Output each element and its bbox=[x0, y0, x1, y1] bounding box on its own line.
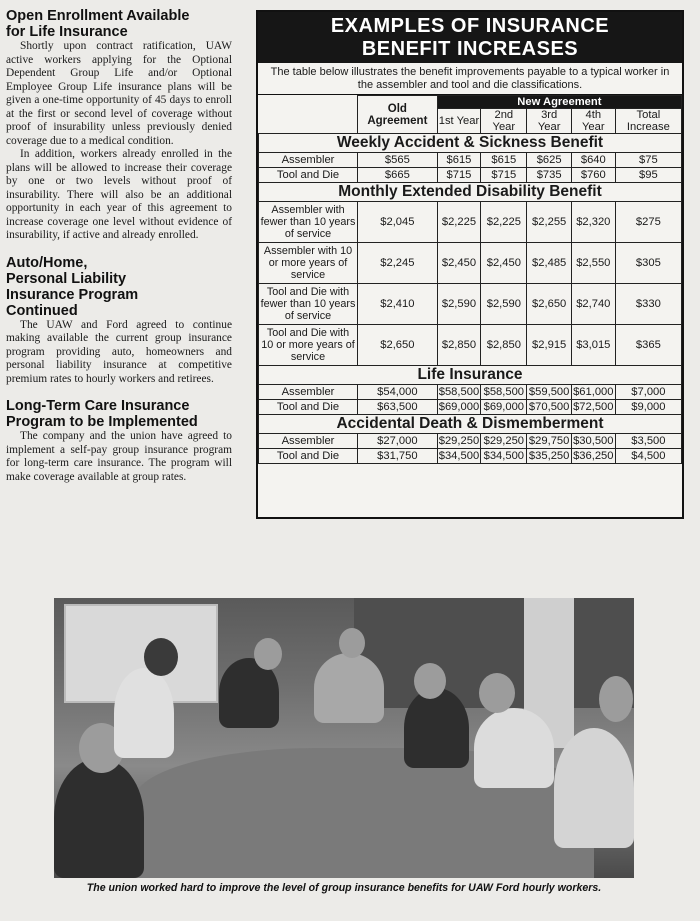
value-cell: $3,500 bbox=[615, 434, 681, 449]
header-4th-year: 4th Year bbox=[571, 109, 615, 134]
value-cell: $69,000 bbox=[481, 400, 527, 415]
person bbox=[54, 758, 144, 878]
value-cell: $2,850 bbox=[481, 325, 527, 366]
paragraph: The UAW and Ford agreed to continue making available the current group insurance program providing auto, homeowners and personal liability insurance at competitive premium rates to hourly workers and retirees. bbox=[6, 318, 232, 385]
table-header-row bbox=[259, 96, 682, 109]
value-cell: $305 bbox=[615, 243, 681, 284]
section-open-enrollment bbox=[6, 8, 232, 243]
value-cell: $30,500 bbox=[573, 435, 614, 447]
person-head bbox=[254, 638, 282, 670]
box-title: EXAMPLES OF INSURANCE BENEFIT INCREASES bbox=[258, 12, 682, 63]
table-row bbox=[259, 284, 682, 325]
person-head bbox=[479, 673, 515, 713]
value-cell: $625 bbox=[527, 153, 571, 168]
left-column bbox=[6, 8, 232, 496]
value-cell: $615 bbox=[481, 153, 527, 168]
section-title-row bbox=[259, 366, 682, 385]
person bbox=[404, 688, 469, 768]
value-cell: $75 bbox=[615, 153, 681, 168]
person bbox=[474, 708, 554, 788]
table-row bbox=[259, 202, 682, 243]
value-cell: $58,500 bbox=[438, 386, 480, 398]
value-cell: $2,410 bbox=[358, 284, 438, 325]
value-cell: $9,000 bbox=[615, 400, 681, 415]
value-cell: $2,740 bbox=[571, 284, 615, 325]
section-heading: Long-Term Care Insurance Program to be Implemented bbox=[6, 398, 198, 430]
row-label: Assembler bbox=[259, 434, 358, 449]
value-cell: $29,250 bbox=[481, 434, 527, 449]
value-cell: $59,500 bbox=[528, 386, 570, 398]
person-head bbox=[599, 676, 633, 722]
paragraph: Shortly upon contract ratification, UAW active workers applying for the Optional Dependent Group Life and/or Optional Employee Group Life insurance plans will be given a one-time opportunity of 45 days to enroll at the first or second level of coverage without proof of insurability unless previously denied coverage due to a medical condition. bbox=[6, 40, 232, 147]
value-cell: $72,500 bbox=[573, 401, 614, 413]
header-2nd-year: 2nd Year bbox=[481, 109, 527, 134]
section-body bbox=[6, 319, 232, 387]
section-long-term-care bbox=[6, 398, 232, 484]
table-row bbox=[259, 449, 682, 464]
section-title: Monthly Extended Disability Benefit bbox=[259, 183, 682, 202]
value-cell: $2,225 bbox=[481, 202, 527, 243]
header-3rd-year: 3rd Year bbox=[527, 109, 571, 134]
value-cell: $330 bbox=[615, 284, 681, 325]
value-cell: $63,500 bbox=[358, 400, 438, 415]
value-cell: $665 bbox=[358, 168, 438, 183]
header-old-agreement: Old Agreement bbox=[358, 96, 438, 134]
value-cell: $29,250 bbox=[438, 435, 480, 447]
person-head bbox=[144, 638, 178, 676]
header-total-increase: Total Increase bbox=[615, 109, 681, 134]
value-cell: $54,000 bbox=[358, 385, 438, 400]
value-cell: $2,650 bbox=[358, 325, 438, 366]
value-cell: $36,250 bbox=[573, 450, 614, 462]
box-intro: The table below illustrates the benefit improvements payable to a typical worker in the assembler and tool and die classifications. bbox=[258, 63, 682, 95]
value-cell: $70,500 bbox=[528, 401, 570, 413]
value-cell: $2,850 bbox=[437, 325, 480, 366]
value-cell: $760 bbox=[571, 168, 615, 183]
row-label: Assembler bbox=[259, 385, 358, 400]
value-cell: $2,915 bbox=[527, 325, 571, 366]
meeting-photo bbox=[54, 598, 634, 878]
header-1st-year: 1st Year bbox=[437, 109, 480, 134]
value-cell: $640 bbox=[571, 153, 615, 168]
paragraph: The company and the union have agreed to implement a self-pay group insurance program for long-term care insurance. The program will make coverage available at group rates. bbox=[6, 430, 232, 483]
row-label: Assembler with fewer than 10 years of service bbox=[259, 202, 358, 243]
value-cell: $7,000 bbox=[615, 385, 681, 400]
benefits-table bbox=[258, 95, 682, 464]
person bbox=[554, 728, 634, 848]
section-title: Life Insurance bbox=[259, 366, 682, 385]
section-body bbox=[6, 430, 232, 484]
value-cell: $2,550 bbox=[571, 243, 615, 284]
table-row bbox=[259, 325, 682, 366]
value-cell: $61,000 bbox=[573, 386, 614, 398]
value-cell: $565 bbox=[358, 153, 438, 168]
section-heading: Auto/Home, Personal Liability Insurance Program Continued bbox=[6, 254, 139, 319]
value-cell: $3,015 bbox=[571, 325, 615, 366]
section-heading: Open Enrollment Available for Life Insurance bbox=[6, 8, 190, 40]
value-cell: $58,500 bbox=[481, 385, 527, 400]
value-cell: $615 bbox=[437, 153, 480, 168]
section-title-row bbox=[259, 183, 682, 202]
value-cell: $2,590 bbox=[481, 284, 527, 325]
row-label: Tool and Die with fewer than 10 years of service bbox=[259, 284, 358, 325]
value-cell: $95 bbox=[615, 168, 681, 183]
value-cell: $34,500 bbox=[481, 449, 527, 464]
row-label: Tool and Die with 10 or more years of service bbox=[259, 325, 358, 366]
table-row bbox=[259, 400, 682, 415]
section-body bbox=[6, 40, 232, 243]
value-cell: $2,225 bbox=[437, 202, 480, 243]
value-cell: $735 bbox=[527, 168, 571, 183]
section-title-row bbox=[259, 134, 682, 153]
value-cell: $2,450 bbox=[481, 243, 527, 284]
value-cell: $2,485 bbox=[527, 243, 571, 284]
value-cell: $2,245 bbox=[358, 243, 438, 284]
photo-caption: The union worked hard to improve the level of group insurance benefits for UAW Ford hourly workers. bbox=[86, 882, 602, 894]
value-cell: $2,450 bbox=[437, 243, 480, 284]
row-label: Tool and Die bbox=[259, 449, 358, 464]
value-cell: $29,750 bbox=[528, 435, 570, 447]
value-cell: $31,750 bbox=[358, 449, 438, 464]
value-cell: $34,500 bbox=[438, 450, 480, 462]
value-cell: $4,500 bbox=[615, 449, 681, 464]
value-cell: $69,000 bbox=[438, 401, 480, 413]
table-row bbox=[259, 153, 682, 168]
value-cell: $365 bbox=[615, 325, 681, 366]
table-row bbox=[259, 385, 682, 400]
person-head bbox=[414, 663, 446, 699]
table-body bbox=[259, 134, 682, 464]
section-title: Weekly Accident & Sickness Benefit bbox=[259, 134, 682, 153]
table-row bbox=[259, 434, 682, 449]
header-blank bbox=[259, 96, 358, 134]
header-new-agreement: New Agreement bbox=[437, 96, 681, 109]
person bbox=[314, 653, 384, 723]
value-cell: $2,590 bbox=[437, 284, 480, 325]
value-cell: $715 bbox=[437, 168, 480, 183]
paragraph: In addition, workers already enrolled in the plans will be allowed to increase their coverage by one or two levels without proof of insurability. There will also be an additional opportunity in each year of this agreement to increase coverage one level without evidence of insurability, if active and already enrolled. bbox=[6, 148, 232, 241]
row-label: Tool and Die bbox=[259, 400, 358, 415]
person bbox=[114, 668, 174, 758]
section-auto-home bbox=[6, 255, 232, 387]
value-cell: $715 bbox=[481, 168, 527, 183]
table-row bbox=[259, 243, 682, 284]
value-cell: $2,045 bbox=[358, 202, 438, 243]
row-label: Assembler bbox=[259, 153, 358, 168]
benefit-increases-box bbox=[256, 10, 684, 519]
table-row bbox=[259, 168, 682, 183]
value-cell: $2,650 bbox=[527, 284, 571, 325]
value-cell: $2,255 bbox=[527, 202, 571, 243]
value-cell: $2,320 bbox=[571, 202, 615, 243]
value-cell: $35,250 bbox=[528, 450, 570, 462]
value-cell: $27,000 bbox=[358, 434, 438, 449]
row-label: Tool and Die bbox=[259, 168, 358, 183]
value-cell: $275 bbox=[615, 202, 681, 243]
row-label: Assembler with 10 or more years of service bbox=[259, 243, 358, 284]
section-title: Accidental Death & Dismemberment bbox=[259, 415, 682, 434]
person-head bbox=[339, 628, 365, 658]
section-title-row bbox=[259, 415, 682, 434]
